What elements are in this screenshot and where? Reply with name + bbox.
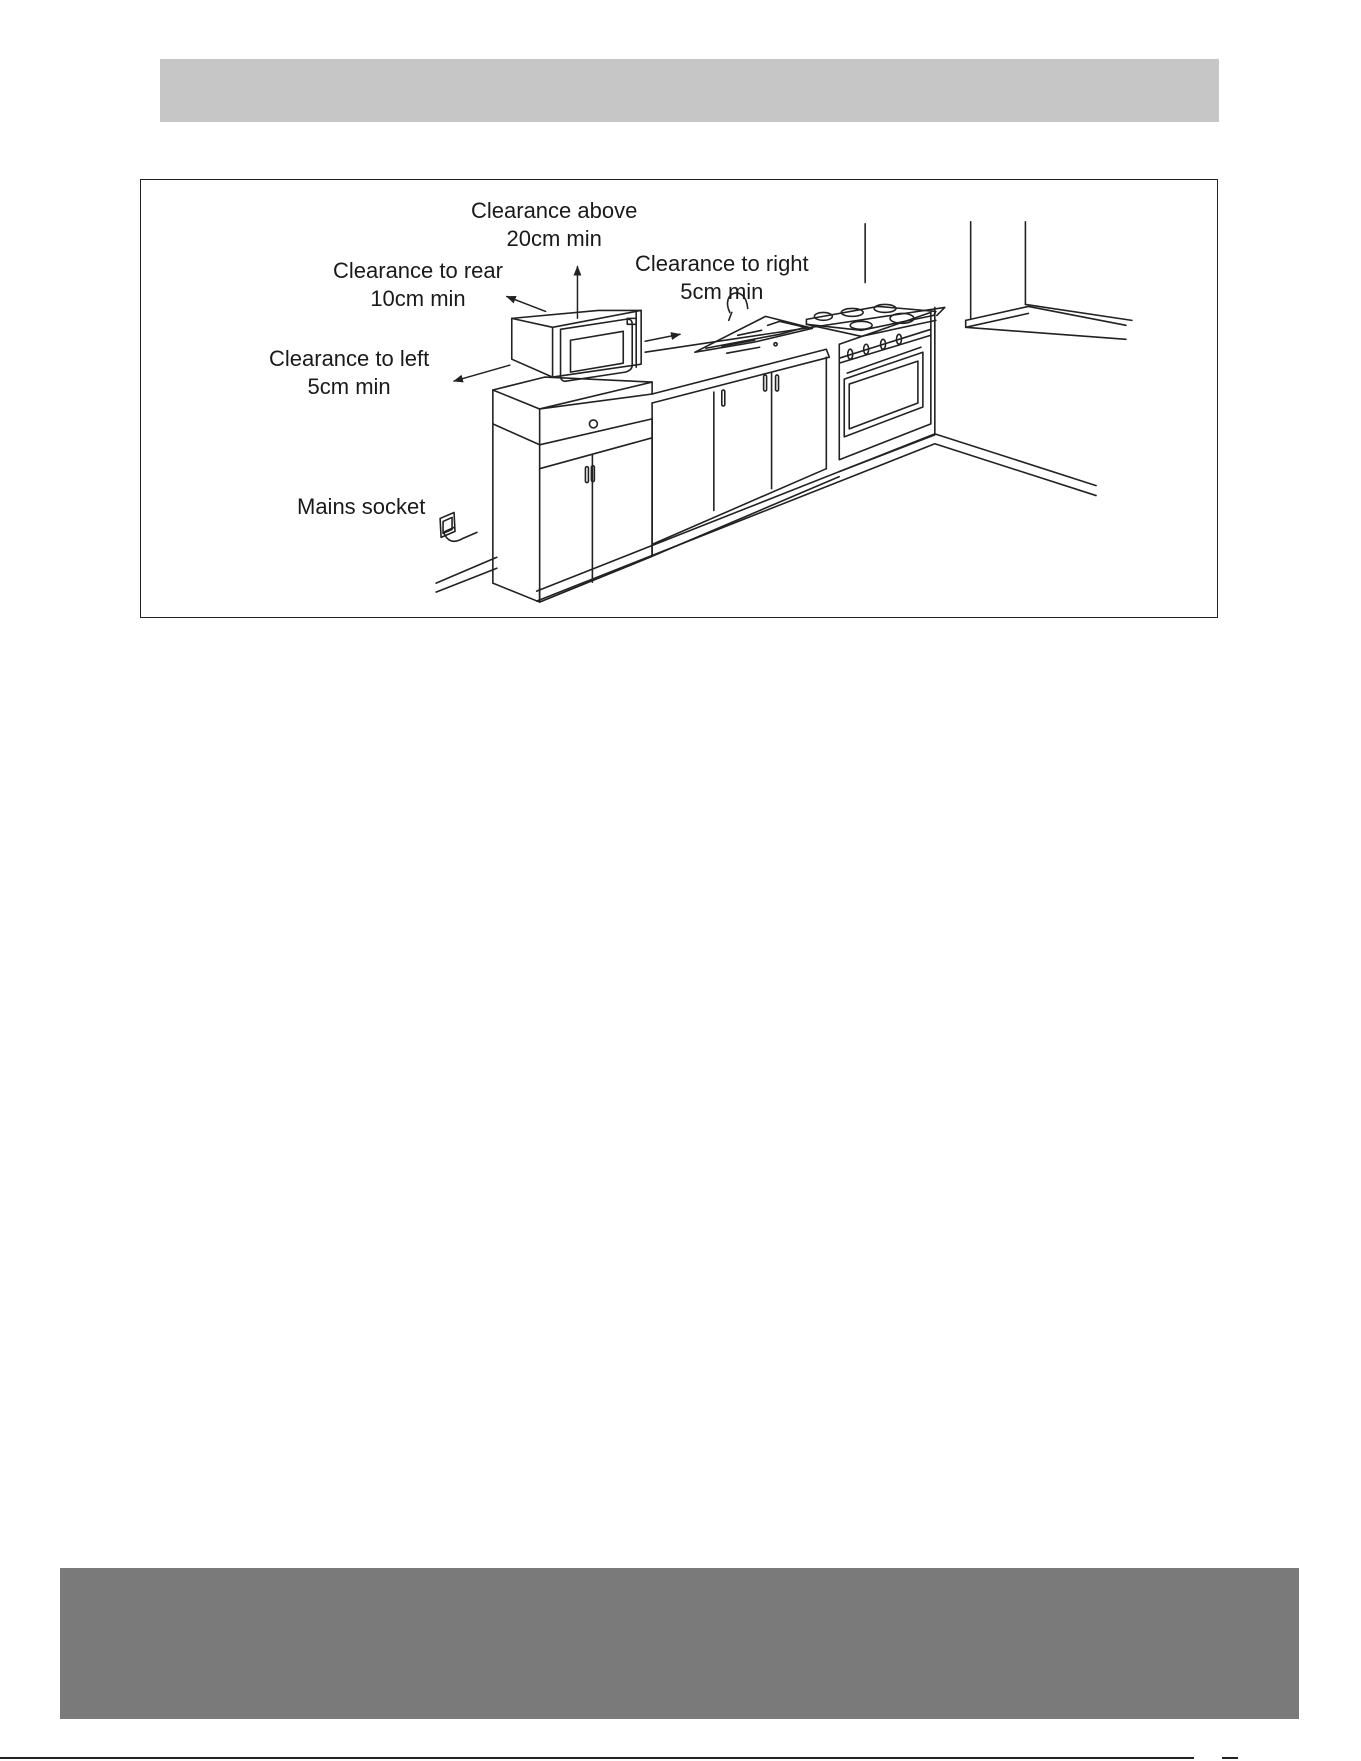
label-mains-socket: Mains socket (297, 494, 426, 519)
label-clearance-rear (333, 257, 503, 313)
hob (806, 304, 935, 336)
base-cabinets (652, 349, 839, 556)
label-above-line1: Clearance above (471, 198, 638, 223)
bottom-rule (0, 1757, 1194, 1759)
label-clearance-right (635, 250, 809, 306)
microwave (512, 310, 641, 381)
label-left-line1: Clearance to left (269, 346, 430, 371)
clearance-diagram (140, 179, 1218, 618)
footer-bar (60, 1568, 1299, 1719)
bottom-mark (1222, 1757, 1238, 1759)
label-rear-line2: 10cm min (370, 286, 466, 311)
label-right-line2: 5cm min (680, 279, 764, 304)
label-clearance-left (269, 345, 429, 401)
label-clearance-above (471, 197, 637, 253)
oven (839, 307, 935, 471)
label-right-line1: Clearance to right (635, 251, 809, 276)
label-left-line2: 5cm min (307, 374, 391, 399)
window (966, 222, 1132, 339)
label-above-line2: 20cm min (506, 226, 602, 251)
label-rear-line1: Clearance to rear (333, 258, 503, 283)
floor-skirting (436, 434, 1096, 601)
microwave-stand (493, 377, 652, 602)
header-bar (160, 59, 1219, 122)
mains-socket (440, 512, 477, 541)
